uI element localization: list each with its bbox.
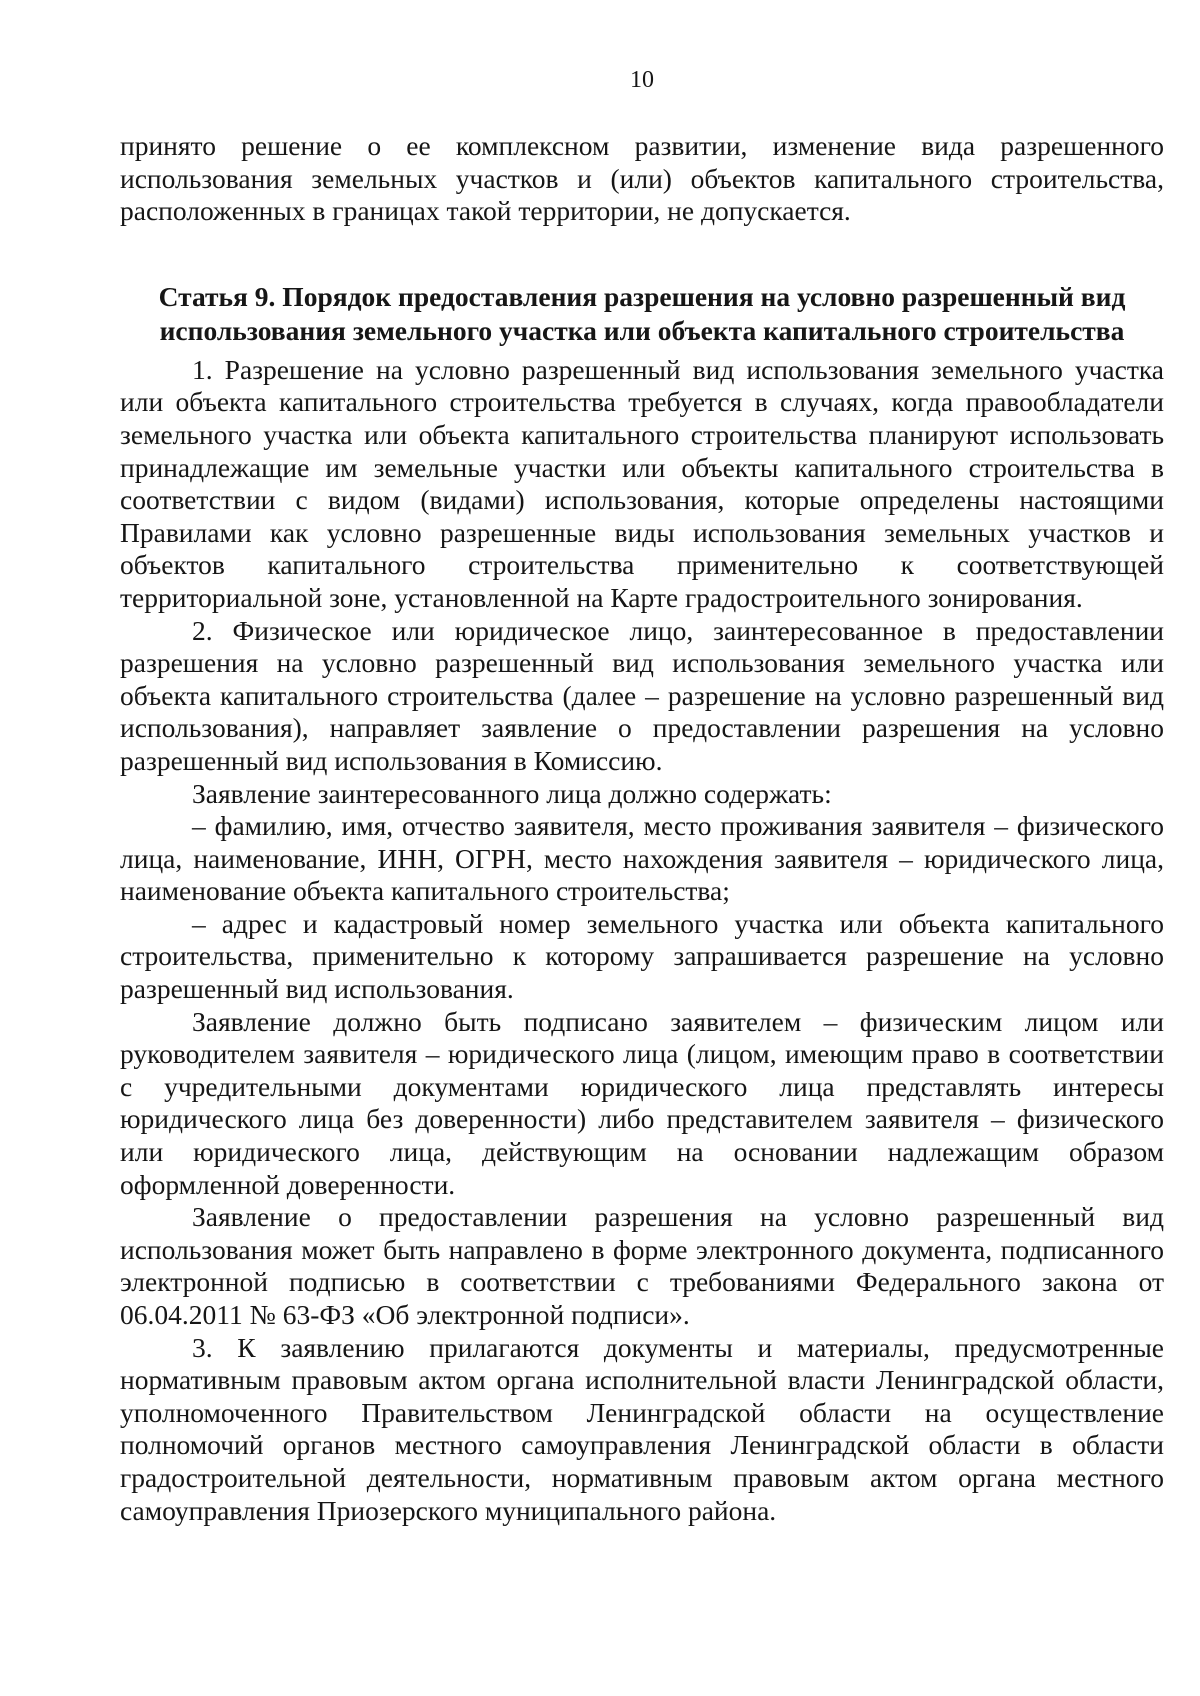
paragraph-application-contents: Заявление заинтересованного лица должно содержать:	[192, 777, 832, 809]
list-item-applicant-details: – фамилию, имя, отчество заявителя, место проживания заявителя – физического лица, наименование, ИНН, ОГРН, место нахождения заявителя – юридического лица, наименование объекта капитального строительства;	[120, 810, 1164, 907]
paragraph-1: 1. Разрешение на условно разрешенный вид использования земельного участка или объекта капитального строительства требуется в случаях, когда правообладатели земельного участка или объекта капитального строительства планируют использовать принадлежащие им земельные участки или объекты капитального строительства в соответствии с видом (видами) использования, которые определены настоящими Правилами как условно разрешенные виды использования земельных участков и объектов капитального строительства применительно к соответствующей территориальной зоне, установленной на Карте градостроительного зонирования.	[120, 353, 1164, 613]
intro-paragraph: принято решение о ее комплексном развитии, изменение вида разрешенного использования земельных участков и (или) объектов капитального строительства, расположенных в границах такой территории, не допускается.	[120, 130, 1164, 227]
paragraph-signature: Заявление должно быть подписано заявителем – физическим лицом или руководителем заявителя – юридического лица (лицом, имеющим право в соответствии с учредительными документами юридического лица представлять интересы юридического лица без доверенности) либо представителем заявителя – физического или юридического лица, действующим на основании надлежащим образом оформленной доверенности.	[120, 1005, 1164, 1200]
page-number: 10	[630, 67, 654, 93]
paragraph-3: 3. К заявлению прилагаются документы и материалы, предусмотренные нормативным правовым актом органа исполнительной власти Ленинградской области, уполномоченного Правительством Ленинградской области на осуществление полномочий органов местного самоуправления Ленинградской области в области градостроительной деятельности, нормативным правовым актом органа местного самоуправления Приозерского муниципального района.	[120, 1331, 1164, 1526]
document-page	[120, 64, 1164, 1527]
article-title: Статья 9. Порядок предоставления разрешения на условно разрешенный вид использования земельного участка или объекта капитального строительства	[158, 280, 1126, 346]
list-item-address-cadastral: – адрес и кадастровый номер земельного участка или объекта капитального строительства, применительно к которому запрашивается разрешение на условно разрешенный вид использования.	[120, 907, 1164, 1005]
paragraph-2: 2. Физическое или юридическое лицо, заинтересованное в предоставлении разрешения на условно разрешенный вид использования земельного участка или объекта капитального строительства (далее – разрешение на условно разрешенный вид использования), направляет заявление о предоставлении разрешения на условно разрешенный вид использования в Комиссию.	[120, 614, 1164, 776]
paragraph-electronic-document: Заявление о предоставлении разрешения на условно разрешенный вид использования может быть направлено в форме электронного документа, подписанного электронной подписью в соответствии с требованиями Федерального закона от 06.04.2011 № 63-ФЗ «Об электронной подписи».	[120, 1201, 1164, 1330]
